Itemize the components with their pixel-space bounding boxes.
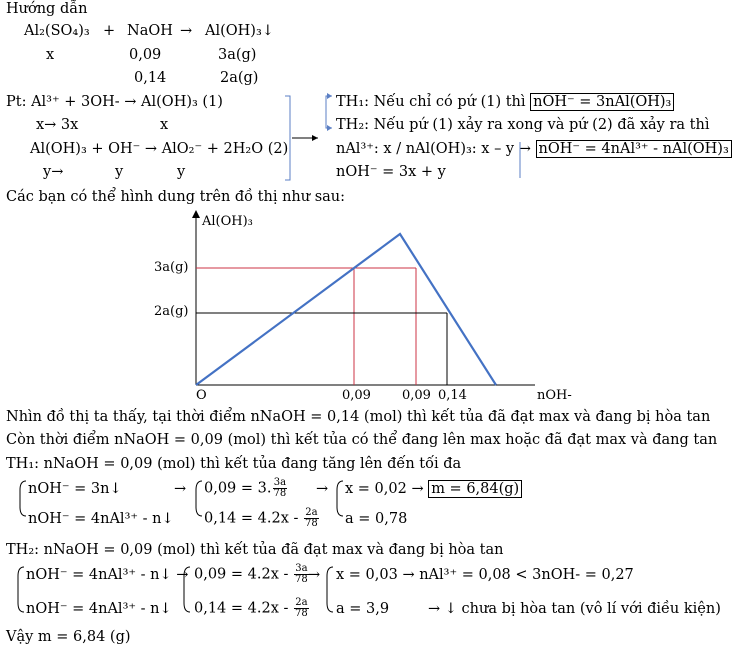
th2-m2: 0,14 = 4.2x - $\frac{2a}{78}$ (194, 597, 308, 619)
eq1-row2-mass: 2a(g) (220, 70, 259, 86)
th2-title: TH₂: nNaOH = 0,09 (mol) thì kết tủa đã đạt max và đang bị hòa tan (6, 542, 504, 558)
origin-label: O (196, 388, 207, 403)
eq1-plus: + (103, 23, 116, 39)
graph-intro: Các bạn có thể hình dung trên đồ thị như sau: (6, 189, 346, 205)
eq1-product: Al(OH)₃↓ (205, 23, 274, 39)
th1-m1: 0,09 = 3. $\frac{3a}{78}$ (204, 477, 287, 499)
th1-l1: nOH⁻ = 3n↓ (28, 481, 122, 497)
eq1-row1-mass: 3a(g) (218, 47, 257, 63)
th1-r1: x = 0,02 → m = 6,84(g) (345, 480, 522, 498)
header-title: Hướng dẫn (6, 1, 88, 17)
th1-arrow2: → (316, 481, 329, 497)
case-noh: nOH⁻ = 3x + y (336, 164, 446, 180)
pt-line2a: x→ 3x (36, 117, 79, 133)
explain-line2: Còn thời điểm nNaOH = 0,09 (mol) thì kết tủa có thể đang lên max hoặc đã đạt max và đang tan (6, 432, 718, 448)
th1-r2: a = 0,78 (345, 511, 408, 527)
th2-r2: a = 3,9 (336, 601, 390, 617)
pt-line1: Pt: Al³⁺ + 3OH- → Al(OH)₃ (1) (6, 94, 223, 110)
case-th2: TH₂: Nếu pứ (1) xảy ra xong và pứ (2) đã xảy ra thì (336, 117, 710, 133)
pt-line4c: y (177, 164, 186, 180)
eq1-reactant1: Al₂(SO₄)₃ (24, 23, 90, 39)
case-th1-box: nOH⁻ = 3nAl(OH)₃ (530, 93, 674, 111)
pt-line4b: y (115, 164, 124, 180)
th1-title: TH₁: nNaOH = 0,09 (mol) thì kết tủa đang tăng lên đến tối đa (6, 456, 462, 472)
y-tick-3a: 3a(g) (154, 260, 189, 275)
chart-xlabel: nOH- (537, 388, 572, 403)
pt-line3: Al(OH)₃ + OH⁻ → AlO₂⁻ + 2H₂O (2) (30, 141, 289, 157)
pt-line4a: y→ (43, 164, 64, 180)
th2-m1: 0,09 = 4.2x - $\frac{3a}{78}$ (194, 563, 308, 585)
eq1-arrow: → (180, 23, 193, 39)
th1-m2: 0,14 = 4.2x - $\frac{2a}{78}$ (204, 507, 318, 529)
chart-ylabel: Al(OH)₃ (202, 214, 253, 229)
eq1-row2-value: 0,14 (134, 70, 167, 86)
th1-l2: nOH⁻ = 4nAl³⁺ - n↓ (28, 511, 174, 527)
y-tick-2a: 2a(g) (154, 304, 189, 319)
case-ratio: nAl³⁺: x / nAl(OH)₃: x – y → nOH⁻ = 4nAl³⁺ - nAl(OH)₃ (336, 140, 732, 158)
pt-line2b: x (160, 117, 169, 133)
th2-r1: x = 0,03 → nAl³⁺ = 0,08 < 3nOH- = 0,27 (336, 567, 634, 583)
case-th1: TH₁: Nếu chỉ có pứ (1) thì nOH⁻ = 3nAl(OH)₃ (336, 93, 674, 111)
th1-arrow1: → (174, 481, 187, 497)
th1-answer-box: m = 6,84(g) (428, 480, 522, 498)
th2-r2b: → ↓ chưa bị hòa tan (vô lí với điều kiện) (428, 601, 721, 617)
explain-line1: Nhìn đồ thị ta thấy, tại thời điểm nNaOH = 0,14 (mol) thì kết tủa đã đạt max và đang bị hòa tan (6, 409, 711, 425)
x-tick-009-second: 0,09 (402, 388, 431, 403)
conclusion: Vậy m = 6,84 (g) (6, 629, 131, 645)
eq1-row1-value: 0,09 (129, 47, 162, 63)
th2-l1: nOH⁻ = 4nAl³⁺ - n↓ → (26, 567, 189, 583)
th2-l2: nOH⁻ = 4nAl³⁺ - n↓ (26, 601, 172, 617)
th2-arrow: → (308, 567, 321, 583)
x-tick-009-first: 0,09 (342, 388, 371, 403)
case-ratio-box: nOH⁻ = 4nAl³⁺ - nAl(OH)₃ (536, 140, 732, 158)
eq1-reactant2: NaOH (127, 23, 173, 39)
eq1-row1-x: x (46, 47, 55, 63)
x-tick-014: 0,14 (438, 388, 467, 403)
